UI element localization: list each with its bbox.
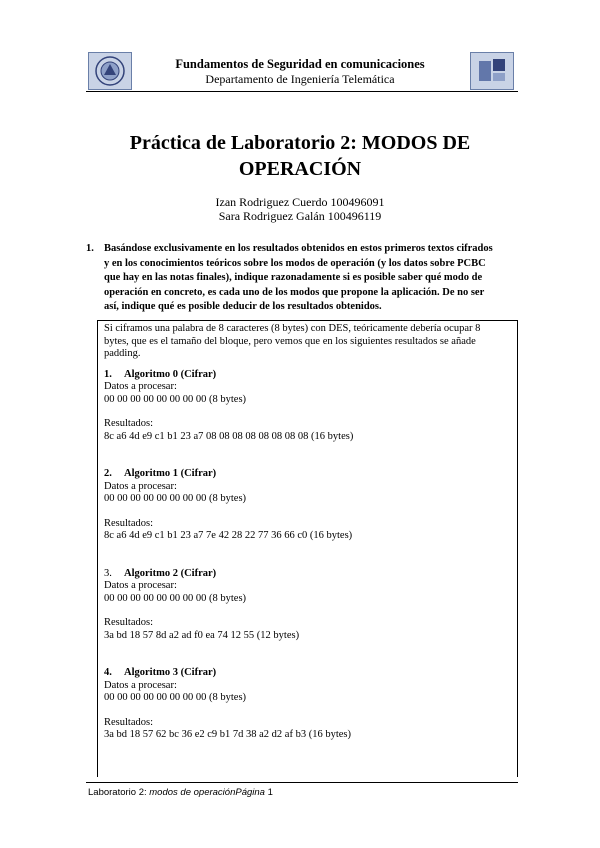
algorithm-block — [104, 667, 511, 742]
algorithm-block — [104, 568, 511, 643]
intro-line: padding. — [104, 348, 141, 359]
result-value: 3a bd 18 57 8d a2 ad f0 ea 74 12 55 (12 bytes) — [104, 629, 300, 641]
data-label: Datos a procesar: — [104, 679, 177, 691]
result-label: Resultados: — [104, 617, 153, 628]
result-value: 8c a6 4d e9 c1 b1 23 a7 08 08 08 08 08 08 08 08 (16 bytes) — [104, 430, 354, 442]
question-line: así, indique qué es posible deducir de los resultados obtenidos. — [104, 301, 382, 312]
author-2: Sara Rodriguez Galán 100496119 — [218, 209, 382, 223]
data-label: Datos a procesar: — [104, 480, 177, 492]
header-subtitle: Departamento de Ingeniería Telemática — [205, 72, 395, 86]
question-line: Basándose exclusivamente en los resultados obtenidos en estos primeros textos cifrados — [104, 243, 493, 254]
footer-page-number: 1 — [267, 787, 273, 798]
algorithm-number: 3. — [104, 567, 112, 579]
algorithm-heading — [104, 369, 511, 382]
footer-divider — [86, 782, 518, 783]
algorithm-heading — [104, 667, 511, 680]
answer-box — [97, 320, 518, 777]
algorithm-block — [104, 468, 511, 543]
algorithm-title: Algoritmo 0 (Cifrar) — [124, 368, 217, 380]
page-footer — [88, 787, 273, 798]
question-number: 1. — [86, 243, 94, 254]
data-value: 00 00 00 00 00 00 00 00 (8 bytes) — [104, 692, 247, 703]
algorithm-number: 4. — [104, 667, 112, 678]
result-label: Resultados: — [104, 517, 153, 529]
algorithm-heading — [104, 468, 511, 481]
algorithm-title: Algoritmo 1 (Cifrar) — [124, 468, 217, 479]
answer-intro — [104, 323, 511, 361]
document-title — [90, 130, 510, 182]
question-line: operación en concreto, es cada uno de los modos que propone la aplicación. De no ser — [104, 286, 485, 298]
algorithm-block — [104, 369, 511, 444]
header-title: Fundamentos de Seguridad en comunicaciones — [175, 57, 425, 71]
question-text — [104, 242, 516, 315]
result-label: Resultados: — [104, 418, 153, 429]
data-label: Datos a procesar: — [104, 381, 177, 392]
algorithm-number: 2. — [104, 468, 112, 479]
question-line: que hay en las notas finales), indique razonadamente si es posible saber qué modo de — [104, 272, 483, 283]
algorithm-title: Algoritmo 3 (Cifrar) — [124, 667, 217, 678]
result-value: 3a bd 18 57 62 bc 36 e2 c9 b1 7d 38 a2 d2 af b3 (16 bytes) — [104, 729, 351, 740]
intro-line: bytes, que es el tamaño del bloque, pero vemos que en los siguientes resultados se añade — [104, 335, 476, 347]
algorithm-heading — [104, 568, 511, 581]
algorithm-title: Algoritmo 2 (Cifrar) — [124, 567, 217, 579]
header-divider — [86, 91, 518, 92]
document-title-line2: OPERACIÓN — [238, 158, 362, 180]
document-title-line1: Práctica de Laboratorio 2: MODOS DE — [129, 132, 471, 154]
footer-lab: Laboratorio 2: — [88, 787, 150, 798]
result-label: Resultados: — [104, 716, 153, 728]
algorithm-number: 1. — [104, 368, 112, 380]
footer-topic: modos de operación — [149, 787, 236, 798]
intro-line: Si ciframos una palabra de 8 caracteres (8 bytes) con DES, teóricamente debería ocupar 8 — [104, 323, 481, 334]
data-label: Datos a procesar: — [104, 580, 177, 591]
author-1: Izan Rodriguez Cuerdo 100496091 — [215, 195, 385, 209]
data-value: 00 00 00 00 00 00 00 00 (8 bytes) — [104, 393, 247, 405]
data-value: 00 00 00 00 00 00 00 00 (8 bytes) — [104, 592, 247, 604]
answer-content — [104, 323, 511, 742]
result-value: 8c a6 4d e9 c1 b1 23 a7 7e 42 28 22 77 36 66 c0 (16 bytes) — [104, 530, 353, 541]
authors — [0, 195, 600, 223]
data-value: 00 00 00 00 00 00 00 00 (8 bytes) — [104, 493, 247, 504]
question-line: y en los conocimientos teóricos sobre los modos de operación (y los datos sobre PCBC — [104, 257, 486, 269]
footer-page-label: Página — [235, 787, 268, 798]
